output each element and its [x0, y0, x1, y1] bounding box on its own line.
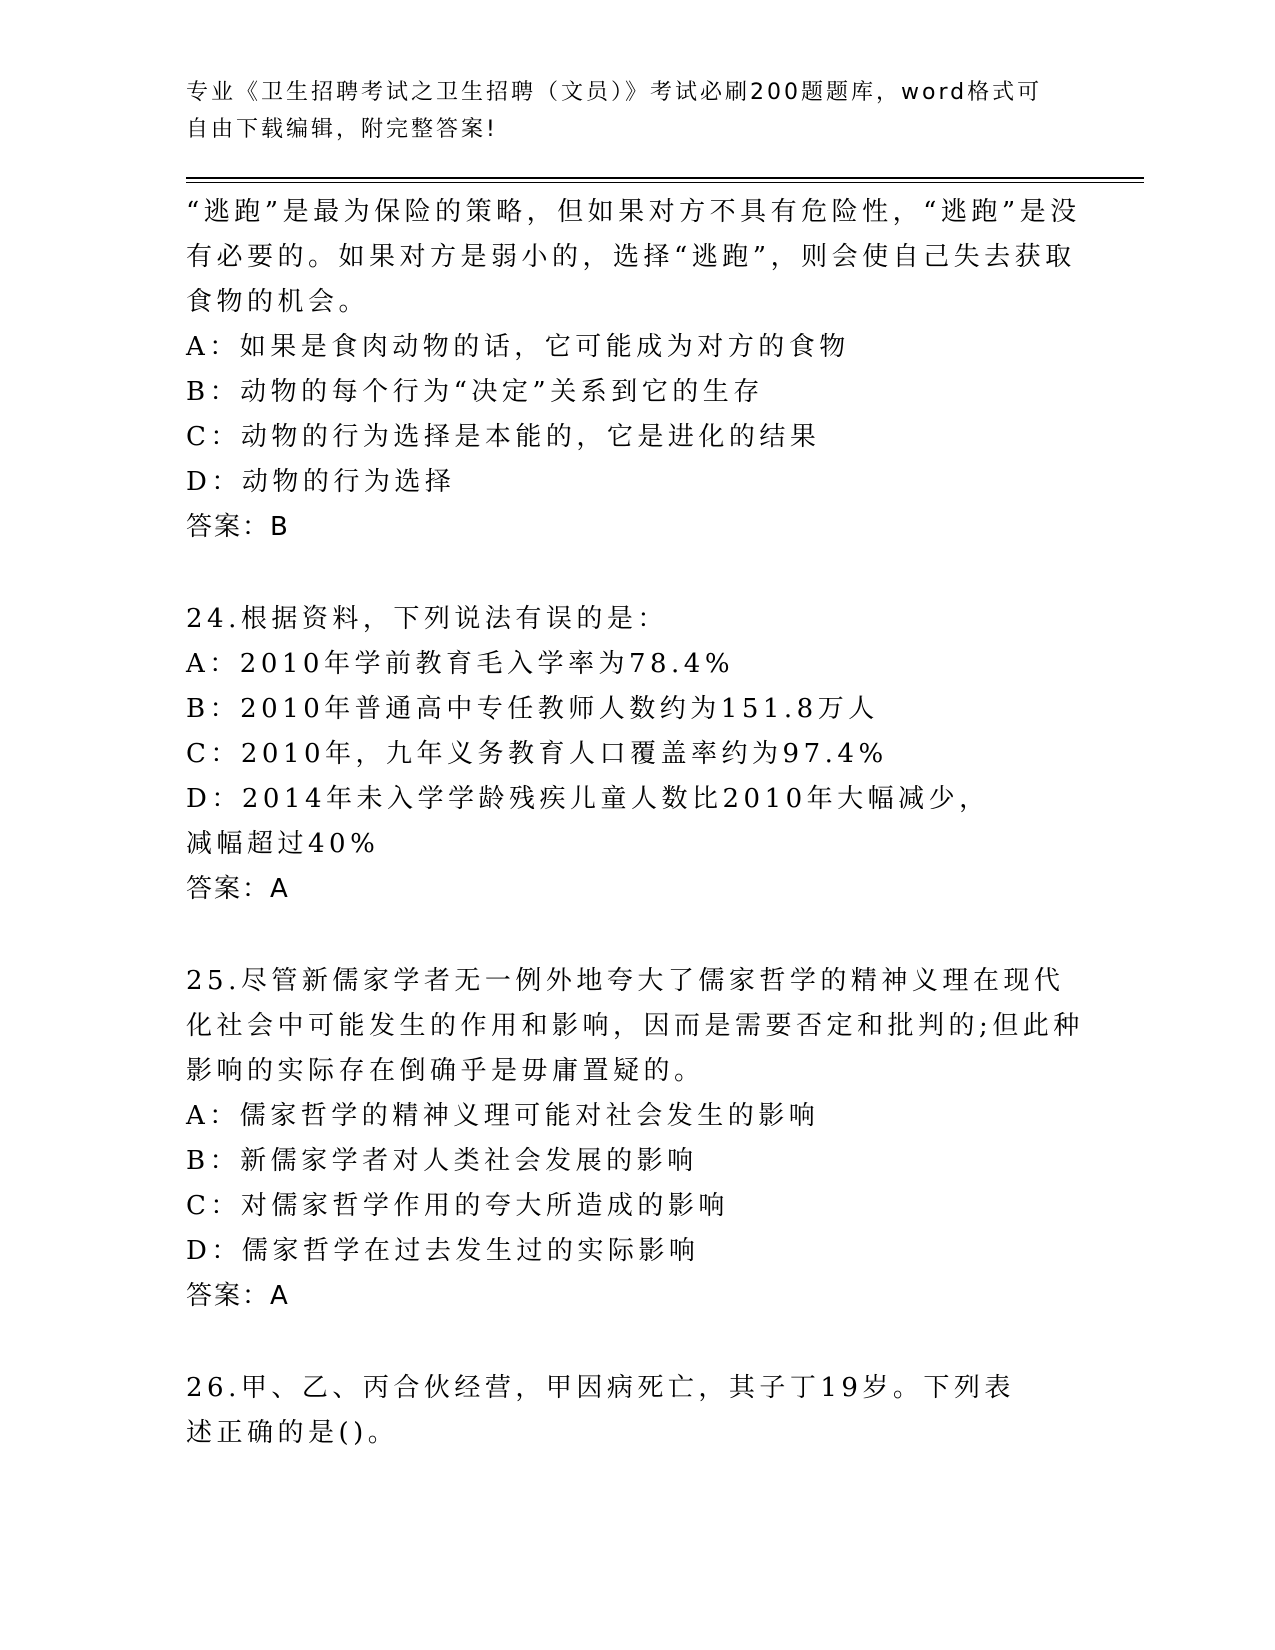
option-b: B：动物的每个行为“决定”关系到它的生存 — [186, 377, 764, 407]
option-d: D：2014年未入学学龄残疾儿童人数比2010年大幅减少，减幅超过40% — [186, 784, 990, 859]
answer: 答案：A — [186, 874, 290, 904]
question-stem: 24.根据资料，下列说法有误的是： — [186, 604, 668, 634]
question-stem: “逃跑”是最为保险的策略，但如果对方不具有危险性，“逃跑”是没有必要的。如果对方是弱小的，选择“逃跑”，则会使自己失去获取食物的机会。 — [186, 197, 1081, 317]
option-b: B：新儒家学者对人类社会发展的影响 — [186, 1146, 698, 1176]
question-stem: 25.尽管新儒家学者无一例外地夸大了儒家哲学的精神义理在现代化社会中可能发生的作用和影响，因而是需要否定和批判的;但此种影响的实际存在倒确乎是毋庸置疑的。 — [186, 966, 1084, 1086]
question-26 — [186, 1366, 1086, 1456]
header-rule-thin — [186, 182, 1144, 183]
option-c: C：对儒家哲学作用的夸大所造成的影响 — [186, 1191, 729, 1221]
question-stem: 26.甲、乙、丙合伙经营，甲因病死亡，其子丁19岁。下列表述正确的是()。 — [186, 1373, 1015, 1448]
option-a: A：2010年学前教育毛入学率为78.4% — [186, 649, 735, 679]
document-header: 专业《卫生招聘考试之卫生招聘（文员）》考试必刷200题题库，word格式可自由下载编辑，附完整答案! — [186, 80, 1043, 142]
option-a: A：如果是食肉动物的话，它可能成为对方的食物 — [186, 332, 850, 362]
option-c: C：2010年，九年义务教育人口覆盖率约为97.4% — [186, 739, 888, 769]
option-d: D：动物的行为选择 — [186, 467, 456, 497]
question-25 — [186, 959, 1086, 1319]
option-a: A：儒家哲学的精神义理可能对社会发生的影响 — [186, 1101, 820, 1131]
option-d: D：儒家哲学在过去发生过的实际影响 — [186, 1236, 700, 1266]
question-23 — [186, 190, 1086, 550]
header-rule-thick — [186, 177, 1144, 179]
option-c: C：动物的行为选择是本能的，它是进化的结果 — [186, 422, 821, 452]
document-body — [186, 190, 1086, 1456]
answer: 答案：B — [186, 512, 290, 542]
question-24 — [186, 597, 1086, 912]
option-b: B：2010年普通高中专任教师人数约为151.8万人 — [186, 694, 879, 724]
answer: 答案：A — [186, 1281, 290, 1311]
